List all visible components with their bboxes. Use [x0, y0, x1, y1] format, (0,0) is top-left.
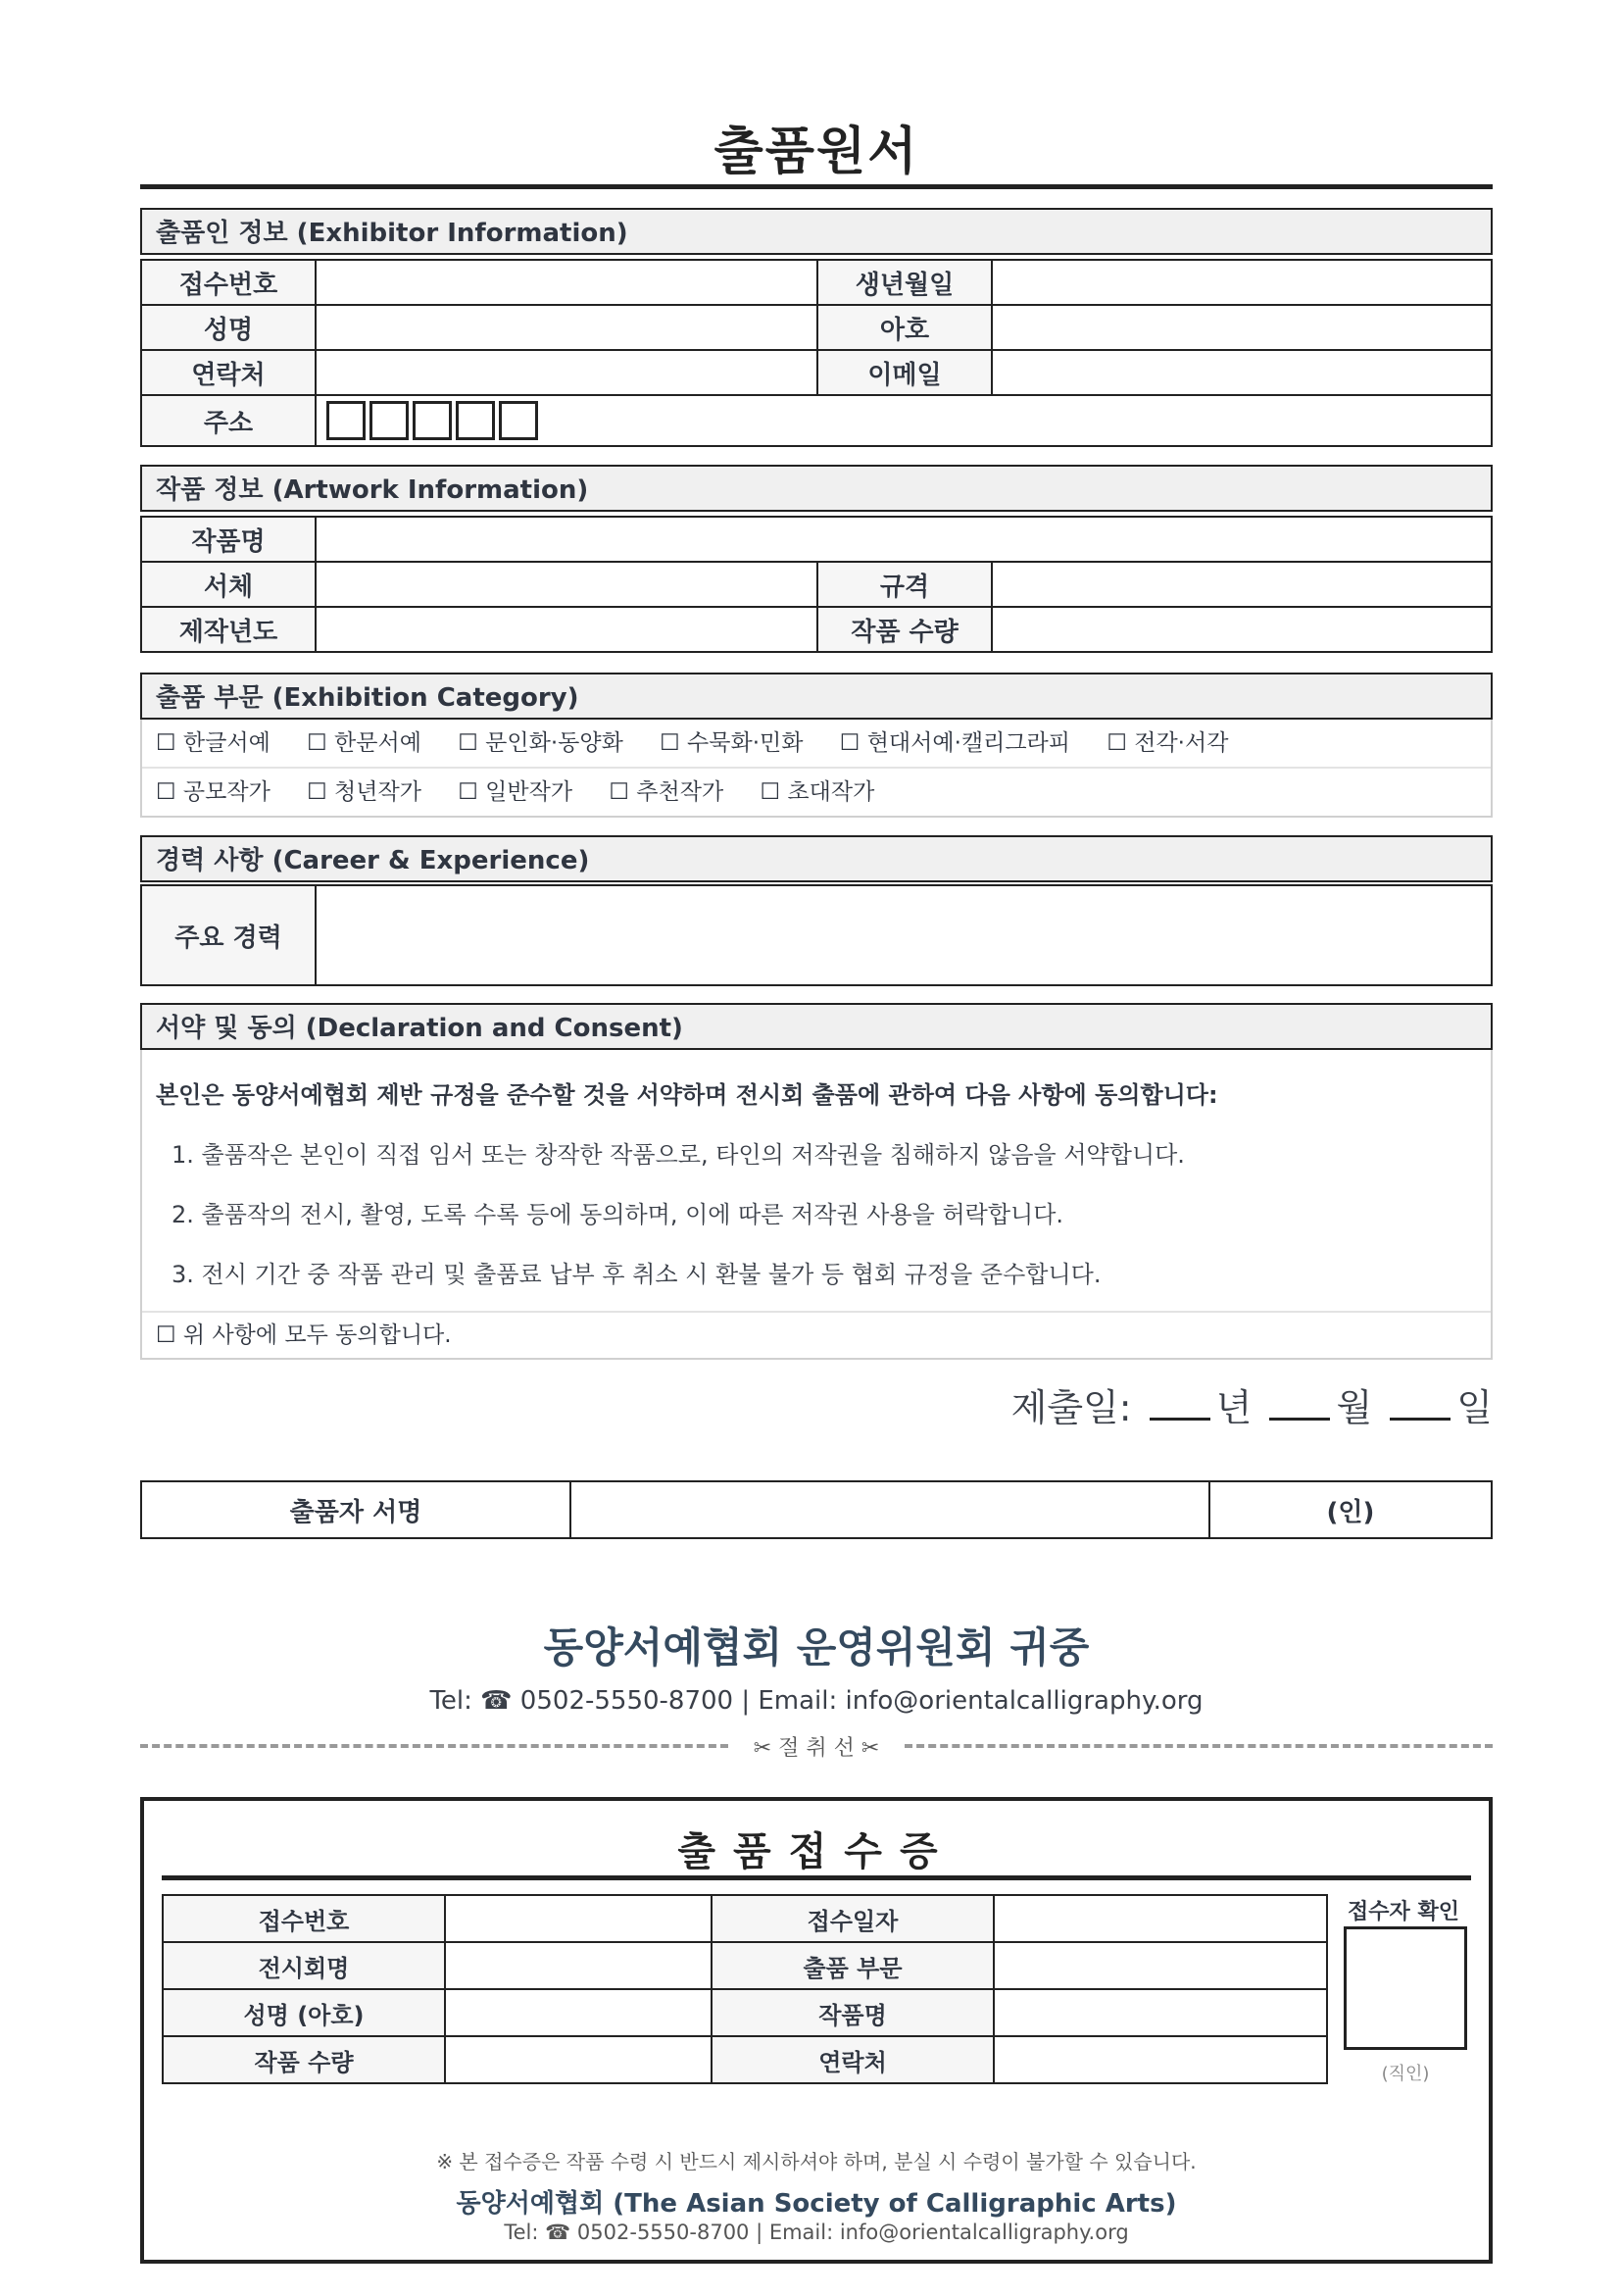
- cut-line: [140, 1731, 1493, 1759]
- agree-checkbox[interactable]: ☐ 위 사항에 모두 동의합니다.: [142, 1311, 1491, 1358]
- email-label: 이메일: [817, 350, 992, 395]
- day-blank[interactable]: [1390, 1384, 1451, 1421]
- artist-type-checkbox[interactable]: ☐ 초대작가: [760, 779, 875, 805]
- receipt-no-label: 접수번호: [141, 260, 316, 305]
- category-checkbox[interactable]: ☐ 전각·서각: [1107, 730, 1229, 756]
- artwork-section-heading: 작품 정보 (Artwork Information): [140, 465, 1493, 512]
- recipient-org: 동양서예협회 운영위원회 귀중: [543, 1623, 1090, 1672]
- receipt-no-field[interactable]: [445, 1895, 712, 1942]
- quantity-field[interactable]: [992, 607, 1492, 652]
- name-label: 성명: [141, 305, 316, 350]
- postcode-box[interactable]: [326, 401, 366, 440]
- pen-name-label: 아호: [817, 305, 992, 350]
- signature-table: [140, 1480, 1493, 1539]
- style-field[interactable]: [316, 562, 817, 607]
- declaration-box: [140, 1050, 1493, 1360]
- pen-name-field[interactable]: [992, 305, 1492, 350]
- receipt-quantity-field[interactable]: [445, 2036, 712, 2083]
- career-label: 주요 경력: [141, 885, 316, 985]
- receipt-category-field[interactable]: [994, 1942, 1327, 1989]
- day-unit: 일: [1456, 1386, 1493, 1429]
- career-table: [140, 884, 1493, 986]
- category-checkbox[interactable]: ☐ 문인화·동양화: [458, 730, 623, 756]
- month-blank[interactable]: [1269, 1384, 1330, 1421]
- stamp-label: 접수자 확인: [1348, 1900, 1459, 1924]
- artwork-title-field[interactable]: [316, 517, 1492, 562]
- cut-line-label: ✂ 절 취 선 ✂: [740, 1736, 894, 1761]
- receipt-no-label: 접수번호: [163, 1895, 445, 1942]
- receipt-quantity-label: 작품 수량: [163, 2036, 445, 2083]
- receipt-contact: Tel: ☎ 0502-5550-8700 | Email: info@orientalcalligraphy.org: [504, 2221, 1129, 2244]
- postcode-box[interactable]: [499, 401, 538, 440]
- artist-type-checkbox[interactable]: ☐ 일반작가: [458, 779, 573, 805]
- org-contact: Tel: ☎ 0502-5550-8700 | Email: info@orientalcalligraphy.org: [429, 1686, 1204, 1716]
- receipt-slip: [140, 1797, 1493, 2264]
- category-section-heading: 출품 부문 (Exhibition Category): [140, 673, 1493, 720]
- receipt-phone-field[interactable]: [994, 2036, 1327, 2083]
- size-label: 규격: [817, 562, 992, 607]
- declaration-item: 3. 전시 기간 중 작품 관리 및 출품료 납부 후 취소 시 환불 불가 등 협회 규정을 준수합니다.: [172, 1261, 1102, 1288]
- receipt-date-label: 접수일자: [712, 1895, 994, 1942]
- page-title: 출품원서: [713, 123, 919, 181]
- phone-field[interactable]: [316, 350, 817, 395]
- category-row-artist-type: [142, 769, 1491, 816]
- postcode-box[interactable]: [456, 401, 495, 440]
- birth-field[interactable]: [992, 260, 1492, 305]
- birth-label: 생년월일: [817, 260, 992, 305]
- receipt-name-label: 성명 (아호): [163, 1989, 445, 2036]
- quantity-label: 작품 수량: [817, 607, 992, 652]
- receipt-phone-label: 연락처: [712, 2036, 994, 2083]
- category-checkbox[interactable]: ☐ 현대서예·캘리그라피: [839, 730, 1070, 756]
- declaration-section-heading: 서약 및 동의 (Declaration and Consent): [140, 1003, 1493, 1050]
- year-blank[interactable]: [1150, 1384, 1210, 1421]
- year-label: 제작년도: [141, 607, 316, 652]
- phone-label: 연락처: [141, 350, 316, 395]
- submission-date: [1011, 1377, 1493, 1431]
- date-label: 제출일:: [1010, 1386, 1132, 1429]
- size-field[interactable]: [992, 562, 1492, 607]
- exhibitor-section-heading: 출품인 정보 (Exhibitor Information): [140, 208, 1493, 255]
- artist-type-checkbox[interactable]: ☐ 추천작가: [609, 779, 724, 805]
- postcode-box[interactable]: [369, 401, 409, 440]
- seal-label: (인): [1209, 1481, 1492, 1538]
- artist-type-checkbox[interactable]: ☐ 청년작가: [307, 779, 421, 805]
- category-options: [140, 720, 1493, 818]
- style-label: 서체: [141, 562, 316, 607]
- address-field[interactable]: [316, 395, 1492, 446]
- receipt-org: 동양서예협회 (The Asian Society of Calligraphic Arts): [456, 2189, 1177, 2219]
- exhibition-field[interactable]: [445, 1942, 712, 1989]
- name-field[interactable]: [316, 305, 817, 350]
- exhibition-label: 전시회명: [163, 1942, 445, 1989]
- address-label: 주소: [141, 395, 316, 446]
- declaration-item: 2. 출품작의 전시, 촬영, 도록 수록 등에 동의하며, 이에 따른 저작권 사용을 허락합니다.: [172, 1201, 1064, 1228]
- title-divider: [140, 184, 1493, 189]
- receipt-work-label: 작품명: [712, 1989, 994, 2036]
- receipt-title: 출품접수증: [677, 1829, 956, 1874]
- receipt-category-label: 출품 부문: [712, 1942, 994, 1989]
- month-unit: 월: [1336, 1386, 1373, 1429]
- artwork-table: [140, 516, 1493, 653]
- declaration-intro: 본인은 동양서예협회 제반 규정을 준수할 것을 서약하며 전시회 출품에 관하여 다음 사항에 동의합니다:: [156, 1081, 1218, 1109]
- year-field[interactable]: [316, 607, 817, 652]
- receipt-title-divider: [162, 1875, 1471, 1880]
- receipt-table: [162, 1894, 1328, 2084]
- category-checkbox[interactable]: ☐ 한글서예: [156, 730, 270, 756]
- artist-type-checkbox[interactable]: ☐ 공모작가: [156, 779, 270, 805]
- artwork-title-label: 작품명: [141, 517, 316, 562]
- category-checkbox[interactable]: ☐ 수묵화·민화: [660, 730, 804, 756]
- receipt-no-field[interactable]: [316, 260, 817, 305]
- category-row-genre: [142, 720, 1491, 769]
- career-field[interactable]: [316, 885, 1492, 985]
- signature-label: 출품자 서명: [141, 1481, 570, 1538]
- stamp-note: (직인): [1381, 2064, 1430, 2084]
- career-section-heading: 경력 사항 (Career & Experience): [140, 835, 1493, 882]
- receipt-name-field[interactable]: [445, 1989, 712, 2036]
- stamp-box[interactable]: [1344, 1926, 1467, 2050]
- category-checkbox[interactable]: ☐ 한문서예: [307, 730, 421, 756]
- year-unit: 년: [1215, 1386, 1253, 1429]
- receipt-notice: ※ 본 접수증은 작품 수령 시 반드시 제시하셔야 하며, 분실 시 수령이 불가할 수 있습니다.: [436, 2150, 1197, 2173]
- signature-field[interactable]: [570, 1481, 1209, 1538]
- postcode-box[interactable]: [413, 401, 452, 440]
- declaration-item: 1. 출품작은 본인이 직접 임서 또는 창작한 작품으로, 타인의 저작권을 침해하지 않음을 서약합니다.: [172, 1141, 1185, 1169]
- receipt-date-field[interactable]: [994, 1895, 1327, 1942]
- receipt-work-field[interactable]: [994, 1989, 1327, 2036]
- exhibitor-table: [140, 259, 1493, 447]
- email-field[interactable]: [992, 350, 1492, 395]
